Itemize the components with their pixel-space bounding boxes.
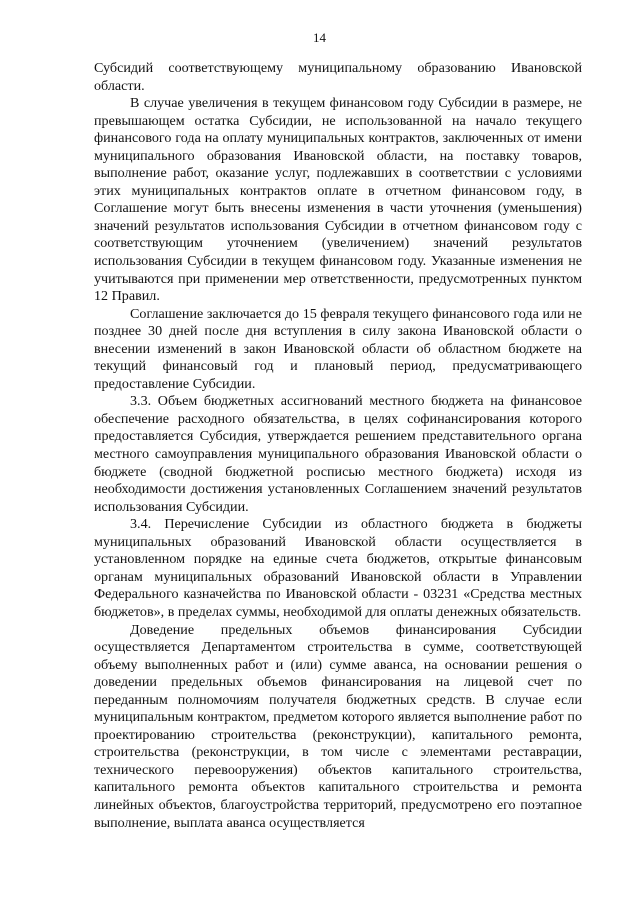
paragraph: В случае увеличения в текущем финансовом году Субсидии в размере, не превышающем остатка Субсидии, не использованной на начало текущего финансового года на оплату муниципальных контрактов, заключенных от имени муниципального образования Ивановской области, на поставку товаров, выполнение работ, оказание услуг, подлежавших в соответствии с условиями этих муниципальных контрактов оплате в отчетном финансовом году, в Соглашение могут быть внесены изменения в части уточнения (уменьшения) значений результатов использования Субсидии в отчетном финансовом году с соответствующим уточнением (увеличением) значений результатов использования Субсидии в текущем финансовом году. Указанные изменения не учитываются при применении мер ответственности, предусмотренных пунктом 12 Правил. [94,95,582,305]
paragraph: Доведение предельных объемов финансирования Субсидии осуществляется Департаментом строительства в сумме, соответствующей объему выполненных работ и (или) сумме аванса, на основании решения о доведении предельных объемов финансирования на лицевой счет по переданным полномочиям получателя бюджетных средств. В случае если муниципальным контрактом, предметом которого является выполнение работ по проектированию строительства (реконструкции), капитального ремонта, строительства (реконструкции, в том числе с элементами реставрации, технического перевооружения) объектов капитального строительства, капитального ремонта объектов капитального строительства и ремонта линейных объектов, благоустройства территорий, предусмотрено его поэтапное выполнение, выплата аванса осуществляется [94,621,582,831]
page-number: 14 [313,30,326,45]
paragraph: Субсидий соответствующему муниципальному образованию Ивановской области. [94,60,582,94]
paragraph: Соглашение заключается до 15 февраля текущего финансового года или не позднее 30 дней после дня вступления в силу закона Ивановской области о внесении изменений в закон Ивановской области об областном бюджете на текущий финансовый год и плановый период, предусматривающего предоставление Субсидии. [94,305,582,392]
paragraph: 3.4. Перечисление Субсидии из областного бюджета в бюджеты муниципальных образований Ивановской области осуществляется в установленном порядке на единые счета бюджетов, открытые финансовым органам муниципальных образований Ивановской области в Управлении Федерального казначейства по Ивановской области - 03231 «Средства местных бюджетов», в пределах суммы, необходимой для оплаты денежных обязательств. [94,516,582,620]
body-text [94,60,582,832]
paragraph: 3.3. Объем бюджетных ассигнований местного бюджета на финансовое обеспечение расходного обязательства, в целях софинансирования которого предоставляется Субсидия, утверждается решением представительного органа местного самоуправления муниципального образования Ивановской области о бюджете (сводной бюджетной росписью местного бюджета) исходя из необходимости достижения установленных Соглашением значений результатов использования Субсидии. [94,393,582,515]
